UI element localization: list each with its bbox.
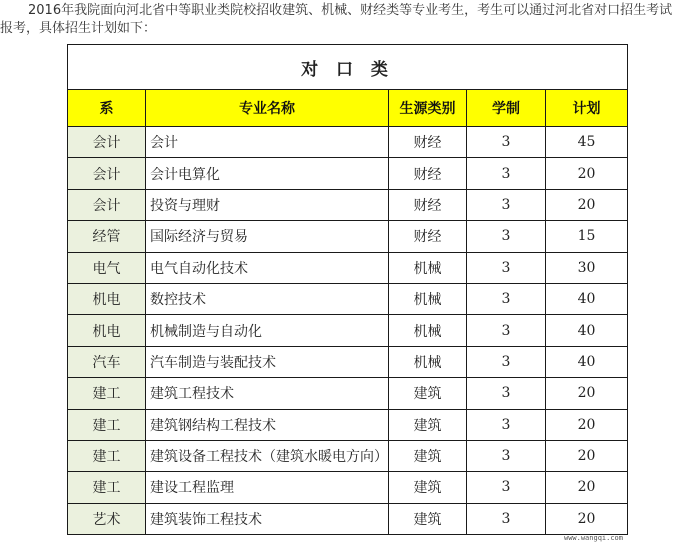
years-cell: 3 bbox=[467, 440, 546, 471]
dept-cell: 建工 bbox=[68, 409, 146, 440]
plan-cell: 20 bbox=[546, 158, 628, 189]
source-cell: 建筑 bbox=[389, 472, 467, 503]
header-dept: 系 bbox=[68, 90, 146, 127]
dept-cell: 建工 bbox=[68, 378, 146, 409]
major-cell: 电气自动化技术 bbox=[146, 252, 389, 283]
source-cell: 建筑 bbox=[389, 440, 467, 471]
table-row bbox=[68, 440, 628, 471]
table-title-row bbox=[68, 45, 628, 90]
dept-cell: 汽车 bbox=[68, 346, 146, 377]
major-cell: 国际经济与贸易 bbox=[146, 221, 389, 252]
table-title: 对 口 类 bbox=[68, 45, 628, 90]
header-major: 专业名称 bbox=[146, 90, 389, 127]
plan-cell: 20 bbox=[546, 189, 628, 220]
dept-cell: 会计 bbox=[68, 127, 146, 158]
dept-cell: 艺术 bbox=[68, 503, 146, 534]
major-cell: 汽车制造与装配技术 bbox=[146, 346, 389, 377]
table-row bbox=[68, 346, 628, 377]
plan-cell: 20 bbox=[546, 378, 628, 409]
table-row bbox=[68, 315, 628, 346]
source-cell: 机械 bbox=[389, 252, 467, 283]
table-header-row bbox=[68, 90, 628, 127]
major-cell: 会计电算化 bbox=[146, 158, 389, 189]
source-cell: 机械 bbox=[389, 315, 467, 346]
table-row bbox=[68, 409, 628, 440]
plan-cell: 20 bbox=[546, 472, 628, 503]
enrollment-plan-table bbox=[67, 44, 627, 535]
header-source: 生源类别 bbox=[389, 90, 467, 127]
header-plan: 计划 bbox=[546, 90, 628, 127]
table-row bbox=[68, 472, 628, 503]
plan-cell: 40 bbox=[546, 346, 628, 377]
major-cell: 建筑工程技术 bbox=[146, 378, 389, 409]
dept-cell: 建工 bbox=[68, 472, 146, 503]
intro-line-2: 考，具体招生计划如下： bbox=[13, 21, 157, 36]
intro-line-1: 2016年我院面向河北省中等职业类院校招收建筑、机械、财经类等专业考生，考生可以通过河北省对口招生考试报 bbox=[0, 3, 673, 36]
major-cell: 会计 bbox=[146, 127, 389, 158]
source-cell: 建筑 bbox=[389, 409, 467, 440]
table-row bbox=[68, 503, 628, 534]
table-row bbox=[68, 283, 628, 314]
major-cell: 建筑设备工程技术（建筑水暖电方向） bbox=[146, 440, 389, 471]
plan-cell: 15 bbox=[546, 221, 628, 252]
source-cell: 建筑 bbox=[389, 503, 467, 534]
source-cell: 机械 bbox=[389, 283, 467, 314]
years-cell: 3 bbox=[467, 252, 546, 283]
plan-cell: 40 bbox=[546, 315, 628, 346]
major-cell: 机械制造与自动化 bbox=[146, 315, 389, 346]
major-cell: 投资与理财 bbox=[146, 189, 389, 220]
source-cell: 建筑 bbox=[389, 378, 467, 409]
source-cell: 财经 bbox=[389, 158, 467, 189]
table-row bbox=[68, 378, 628, 409]
table-row bbox=[68, 127, 628, 158]
major-cell: 数控技术 bbox=[146, 283, 389, 314]
dept-cell: 会计 bbox=[68, 158, 146, 189]
source-cell: 机械 bbox=[389, 346, 467, 377]
dept-cell: 建工 bbox=[68, 440, 146, 471]
dept-cell: 会计 bbox=[68, 189, 146, 220]
years-cell: 3 bbox=[467, 503, 546, 534]
source-cell: 财经 bbox=[389, 127, 467, 158]
source-cell: 财经 bbox=[389, 221, 467, 252]
years-cell: 3 bbox=[467, 315, 546, 346]
plan-cell: 20 bbox=[546, 440, 628, 471]
plan-cell: 40 bbox=[546, 283, 628, 314]
table-row bbox=[68, 252, 628, 283]
plan-cell: 30 bbox=[546, 252, 628, 283]
years-cell: 3 bbox=[467, 221, 546, 252]
watermark-text: www.wangqi.com bbox=[563, 534, 623, 542]
plan-cell: 20 bbox=[546, 503, 628, 534]
major-cell: 建设工程监理 bbox=[146, 472, 389, 503]
table-row bbox=[68, 221, 628, 252]
plan-cell: 20 bbox=[546, 409, 628, 440]
years-cell: 3 bbox=[467, 283, 546, 314]
years-cell: 3 bbox=[467, 346, 546, 377]
years-cell: 3 bbox=[467, 189, 546, 220]
major-cell: 建筑装饰工程技术 bbox=[146, 503, 389, 534]
dept-cell: 机电 bbox=[68, 315, 146, 346]
years-cell: 3 bbox=[467, 378, 546, 409]
dept-cell: 机电 bbox=[68, 283, 146, 314]
table-row bbox=[68, 158, 628, 189]
years-cell: 3 bbox=[467, 127, 546, 158]
intro-paragraph bbox=[0, 2, 683, 38]
years-cell: 3 bbox=[467, 409, 546, 440]
major-cell: 建筑钢结构工程技术 bbox=[146, 409, 389, 440]
plan-cell: 45 bbox=[546, 127, 628, 158]
dept-cell: 经管 bbox=[68, 221, 146, 252]
table-row bbox=[68, 189, 628, 220]
years-cell: 3 bbox=[467, 158, 546, 189]
years-cell: 3 bbox=[467, 472, 546, 503]
header-years: 学制 bbox=[467, 90, 546, 127]
dept-cell: 电气 bbox=[68, 252, 146, 283]
source-cell: 财经 bbox=[389, 189, 467, 220]
